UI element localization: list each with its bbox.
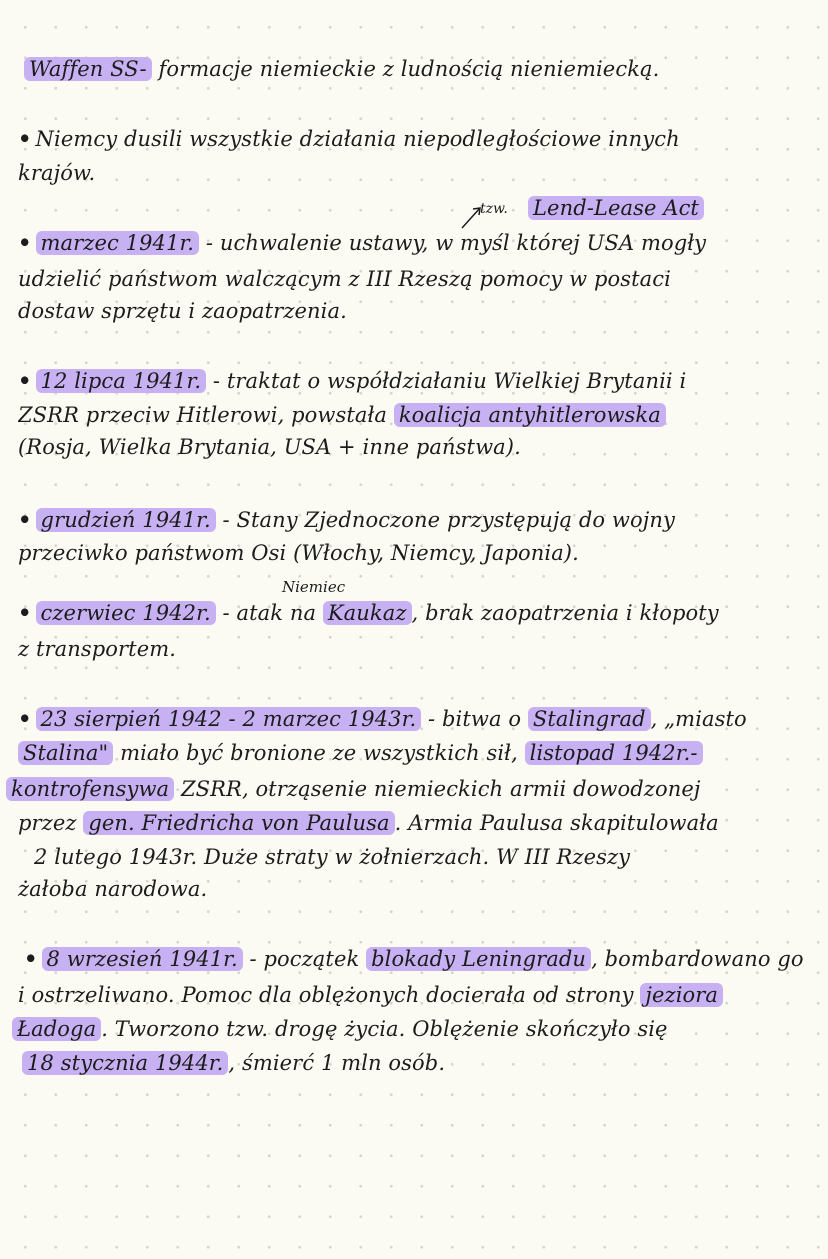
lendlease-annotation-term-line <box>528 193 816 223</box>
bullet-icon: • <box>18 126 32 151</box>
lendlease-line-1: • marzec 1941r. - uchwalenie ustawy, w myśl której USA mogły <box>18 230 707 255</box>
stalingrad-term: Stalingrad <box>528 707 651 731</box>
kaukaz-term: Kaukaz <box>323 601 412 625</box>
koalicja-line-3: (Rosja, Wielka Brytania, USA + inne państwa). <box>18 435 521 459</box>
waffen-ss-text: formacje niemieckie z ludnością nieniemiecką. <box>151 57 660 81</box>
waffen-ss-term: Waffen SS- <box>24 57 152 81</box>
leningrad-line-2: i ostrzeliwano. Pomoc dla oblężonych docierała od strony jeziora <box>18 980 816 1010</box>
koalicja-line-1: • 12 lipca 1941r. - traktat o współdziałaniu Wielkiej Brytanii i <box>18 368 687 393</box>
koalicja-date: 12 lipca 1941r. <box>36 369 207 393</box>
stalingrad-line-6: żałoba narodowa. <box>18 877 208 901</box>
leningrad-end-date: 18 stycznia 1944r. <box>22 1051 228 1075</box>
bullet-icon: • <box>18 600 32 625</box>
stalingrad-line-1: • 23 sierpień 1942 - 2 marzec 1943r. - bitwa o Stalingrad , „miasto <box>18 706 747 731</box>
stalingrad-counter-date: listopad 1942r.- <box>525 741 703 765</box>
bullet-icon: • <box>24 946 38 971</box>
usa-date: grudzień 1941r. <box>36 508 216 532</box>
leningrad-line-1: • 8 wrzesień 1941r. - początek blokady Leningradu , bombardowano go <box>24 946 804 971</box>
bullet-icon: • <box>18 230 32 255</box>
stalingrad-line-3: kontrofensywa ZSRR, otrząsenie niemieckich armii dowodzonej <box>6 774 816 804</box>
koalicja-term: koalicja antyhitlerowska <box>394 403 666 427</box>
lendlease-annotation-term: Lend-Lease Act <box>528 196 704 220</box>
usa-line-1: • grudzień 1941r. - Stany Zjednoczone przystępują do wojny <box>18 507 675 532</box>
leningrad-line-3: Ładoga . Tworzono tzw. drogę życia. Oblężenie skończyło się <box>12 1014 816 1044</box>
leningrad-line-4: 18 stycznia 1944r. , śmierć 1 mln osób. <box>22 1048 816 1078</box>
paulus-term: gen. Friedricha von Paulusa <box>83 811 394 835</box>
leningrad-term: blokady Leningradu <box>366 947 591 971</box>
bullet-icon: • <box>18 368 32 393</box>
bullet-icon: • <box>18 706 32 731</box>
kontrofensywa-term: kontrofensywa <box>6 777 174 801</box>
kaukaz-date: czerwiec 1942r. <box>36 601 216 625</box>
lendlease-line-2: udzielić państwom walczącym z III Rzeszą pomocy w postaci <box>18 267 671 291</box>
stalingrad-line-2: Stalina" miało być bronione ze wszystkich sił, listopad 1942r.- <box>18 738 816 768</box>
niemcy-line-2: krajów. <box>18 161 96 185</box>
usa-line-2: przeciwko państwom Osi (Włochy, Niemcy, Japonia). <box>18 541 579 565</box>
ladoga-term: Ładoga <box>12 1017 101 1041</box>
kaukaz-line-2: z transportem. <box>18 637 177 661</box>
kaukaz-line-1: • czerwiec 1942r. - atak na Kaukaz , brak zaopatrzenia i kłopoty <box>18 600 719 625</box>
bullet-icon: • <box>18 507 32 532</box>
niemcy-line-1: • Niemcy dusili wszystkie działania niepodległościowe innych <box>18 126 680 151</box>
lendlease-annotation: tzw. <box>480 201 508 217</box>
stalingrad-line-5: 2 lutego 1943r. Duże straty w żołnierzach. W III Rzeszy <box>34 845 631 869</box>
stalingrad-dates: 23 sierpień 1942 - 2 marzec 1943r. <box>36 707 422 731</box>
koalicja-line-2: ZSRR przeciw Hitlerowi, powstała koalicja antyhitlerowska <box>18 400 816 430</box>
stalingrad-city-term: Stalina" <box>18 741 113 765</box>
kaukaz-annotation: Niemiec <box>282 578 346 596</box>
lendlease-line-3: dostaw sprzętu i zaopatrzenia. <box>18 299 347 323</box>
waffen-ss-line <box>24 54 816 84</box>
lendlease-date: marzec 1941r. <box>36 231 200 255</box>
jezioro-term: jeziora <box>640 983 723 1007</box>
leningrad-date: 8 wrzesień 1941r. <box>42 947 243 971</box>
stalingrad-line-4: przez gen. Friedricha von Paulusa . Armia Paulusa skapitulowała <box>18 811 719 835</box>
